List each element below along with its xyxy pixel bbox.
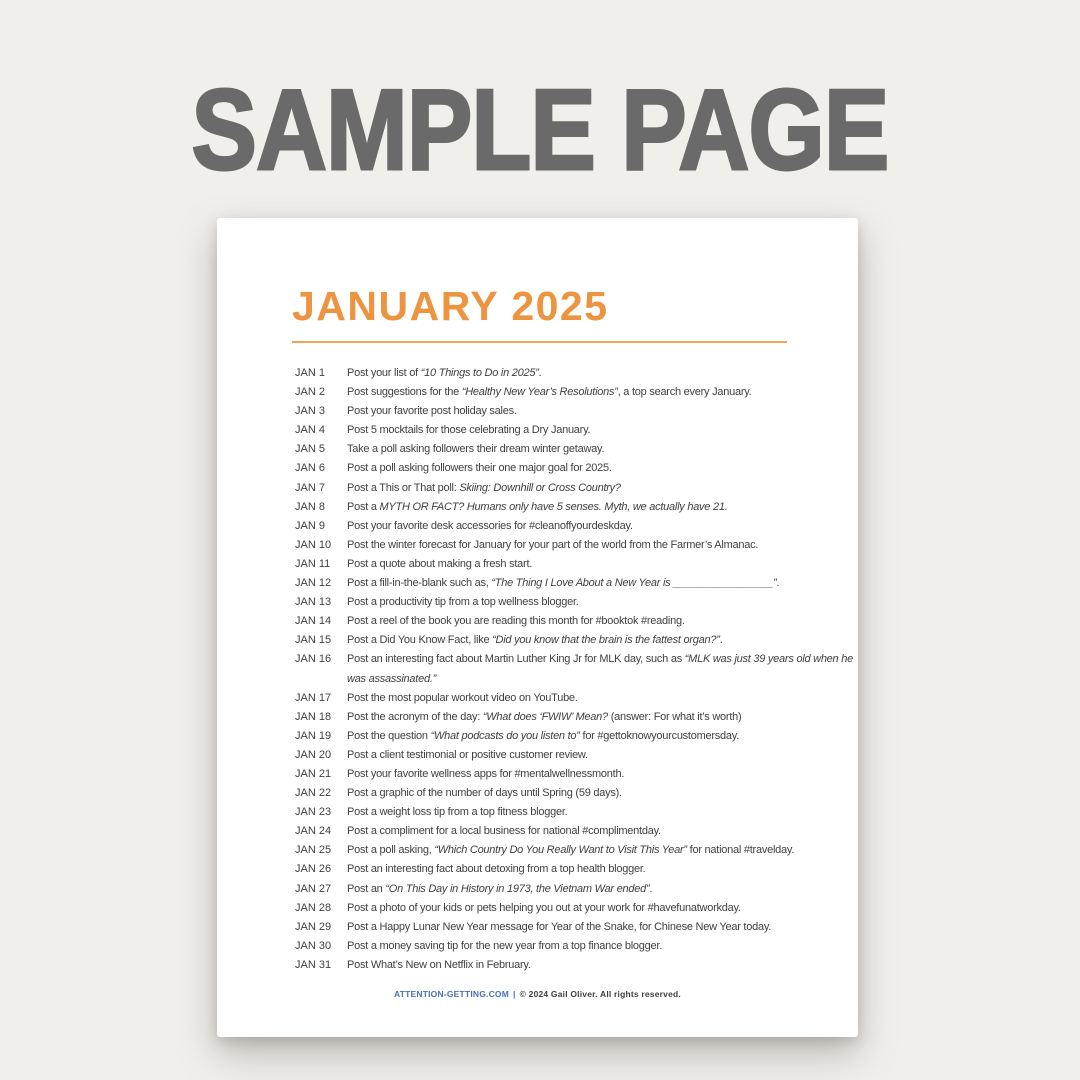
sample-page-banner: SAMPLE PAGE: [191, 67, 889, 194]
calendar-entry: [295, 765, 853, 784]
calendar-entry: [295, 517, 853, 536]
footer-site-text: ATTENTION-GETTING.COM: [394, 989, 510, 999]
calendar-entry: [295, 727, 853, 746]
entry-day-label: JAN 15: [295, 634, 332, 647]
entry-day-label: JAN 23: [295, 806, 332, 819]
entry-description: Post a poll asking, “Which Country Do You Really Want to Visit This Year” for national #travelday.: [347, 844, 795, 857]
entry-description: Post suggestions for the “Healthy New Year’s Resolutions”, a top search every January.: [347, 386, 752, 399]
entry-description: Post a Did You Know Fact, like “Did you know that the brain is the fattest organ?”.: [347, 634, 723, 647]
entry-day-label: JAN 17: [295, 691, 332, 704]
entry-day-label: JAN 13: [295, 596, 332, 609]
entry-description: Post an “On This Day in History in 1973, the Vietnam War ended”.: [347, 882, 653, 895]
calendar-entry: [295, 918, 853, 937]
entry-day-label: JAN 22: [295, 787, 332, 800]
entry-day-label: JAN 27: [295, 882, 332, 895]
calendar-entry: [295, 956, 853, 975]
entry-description: Post the acronym of the day: “What does ‘FWIW’ Mean? (answer: For what it’s worth): [347, 710, 742, 723]
entry-description: Post your list of “10 Things to Do in 2025”.: [347, 367, 542, 379]
calendar-entry: [295, 746, 853, 765]
entry-description: Post What’s New on Netflix in February.: [347, 958, 531, 971]
entry-day-label: JAN 10: [295, 538, 332, 551]
calendar-entry: [295, 841, 853, 860]
calendar-entry: [295, 440, 853, 459]
entry-description: Post a compliment for a local business for national #complimentday.: [347, 825, 661, 838]
calendar-entry: [295, 937, 853, 956]
entry-description: Post a reel of the book you are reading this month for #booktok #reading.: [347, 615, 685, 628]
page-footer: [217, 988, 858, 1000]
entry-day-label: JAN 19: [295, 729, 332, 742]
calendar-entry: [295, 689, 853, 708]
entry-day-label: JAN 30: [295, 939, 332, 952]
calendar-entry: [295, 784, 853, 803]
calendar-entry: [295, 631, 853, 650]
entry-description: Post the winter forecast for January for your part of the world from the Farmer’s Almanac.: [347, 538, 759, 551]
calendar-entry: [295, 822, 853, 841]
entry-day-label: JAN 28: [295, 901, 332, 914]
entry-day-label: JAN 4: [295, 424, 325, 437]
entry-day-label: JAN 1: [295, 367, 325, 379]
title-underline: [292, 341, 787, 343]
entry-description: Post a MYTH OR FACT? Humans only have 5 senses. Myth, we actually have 21.: [347, 500, 728, 513]
calendar-entry: [295, 650, 853, 688]
entry-day-label: JAN 7: [295, 481, 325, 494]
entry-day-label: JAN 3: [295, 405, 325, 418]
entry-day-label: JAN 18: [295, 710, 332, 723]
footer-separator: |: [513, 989, 516, 999]
entry-day-label: JAN 8: [295, 500, 325, 513]
entry-description: Post your favorite desk accessories for #cleanoffyourdeskday.: [347, 519, 633, 532]
calendar-entry: [295, 593, 853, 612]
calendar-entry: [295, 880, 853, 899]
entry-day-label: JAN 6: [295, 462, 325, 475]
calendar-entry-list: [295, 364, 853, 975]
entry-day-label: JAN 9: [295, 519, 325, 532]
calendar-entry: [295, 708, 853, 727]
calendar-entry: [295, 498, 853, 517]
entry-description: Take a poll asking followers their dream winter getaway.: [347, 443, 605, 456]
calendar-entry: [295, 803, 853, 822]
entry-description: Post an interesting fact about Martin Luther King Jr for MLK day, such as “MLK was just 39 years old when he was assassinated.”: [347, 653, 853, 685]
entry-description: Post a money saving tip for the new year from a top finance blogger.: [347, 939, 663, 952]
calendar-entry: [295, 459, 853, 478]
calendar-entry: [295, 899, 853, 918]
calendar-entry: [295, 555, 853, 574]
calendar-entry: [295, 402, 853, 421]
entry-day-label: JAN 24: [295, 825, 332, 838]
entry-description: Post a client testimonial or positive customer review.: [347, 748, 588, 761]
entry-day-label: JAN 16: [295, 653, 332, 666]
entry-day-label: JAN 14: [295, 615, 332, 628]
entry-day-label: JAN 12: [295, 577, 332, 590]
footer-copyright: © 2024 Gail Oliver. All rights reserved.: [519, 989, 681, 999]
entry-description: Post a Happy Lunar New Year message for Year of the Snake, for Chinese New Year today.: [347, 920, 772, 933]
entry-description: Post the most popular workout video on YouTube.: [347, 691, 578, 704]
calendar-entry: [295, 383, 853, 402]
entry-description: Post a fill-in-the-blank such as, “The Thing I Love About a New Year is _________________”.: [347, 577, 780, 590]
entry-description: Post 5 mocktails for those celebrating a Dry January.: [347, 424, 591, 437]
entry-description: Post a poll asking followers their one major goal for 2025.: [347, 462, 612, 475]
entry-description: Post a photo of your kids or pets helping you out at your work for #havefunatworkday.: [347, 901, 741, 914]
entry-description: Post a quote about making a fresh start.: [347, 557, 533, 570]
calendar-entry: [295, 574, 853, 593]
entry-description: Post your favorite post holiday sales.: [347, 405, 517, 418]
calendar-entry: [295, 536, 853, 555]
entry-day-label: JAN 25: [295, 844, 332, 857]
entry-day-label: JAN 26: [295, 863, 332, 876]
entry-description: Post a weight loss tip from a top fitness blogger.: [347, 806, 568, 819]
entry-day-label: JAN 31: [295, 958, 332, 971]
entry-description: Post the question “What podcasts do you listen to” for #gettoknowyourcustomersday.: [347, 729, 740, 742]
calendar-entry: [295, 479, 853, 498]
entry-day-label: JAN 5: [295, 443, 325, 456]
entry-description: Post a This or That poll: Skiing: Downhill or Cross Country?: [347, 481, 621, 494]
calendar-entry: [295, 421, 853, 440]
calendar-entry: [295, 612, 853, 631]
entry-day-label: JAN 21: [295, 767, 332, 780]
entry-day-label: JAN 2: [295, 386, 325, 399]
entry-description: Post an interesting fact about detoxing from a top health blogger.: [347, 863, 646, 876]
entry-day-label: JAN 29: [295, 920, 332, 933]
entry-day-label: JAN 20: [295, 748, 332, 761]
entry-description: Post a productivity tip from a top wellness blogger.: [347, 596, 579, 609]
calendar-entry: [295, 364, 853, 383]
document-page: [217, 218, 858, 1037]
month-title: JANUARY 2025: [292, 283, 609, 329]
calendar-entry: [295, 860, 853, 879]
entry-description: Post your favorite wellness apps for #mentalwellnessmonth.: [347, 767, 625, 780]
entry-day-label: JAN 11: [295, 557, 331, 570]
entry-description: Post a graphic of the number of days until Spring (59 days).: [347, 787, 622, 800]
